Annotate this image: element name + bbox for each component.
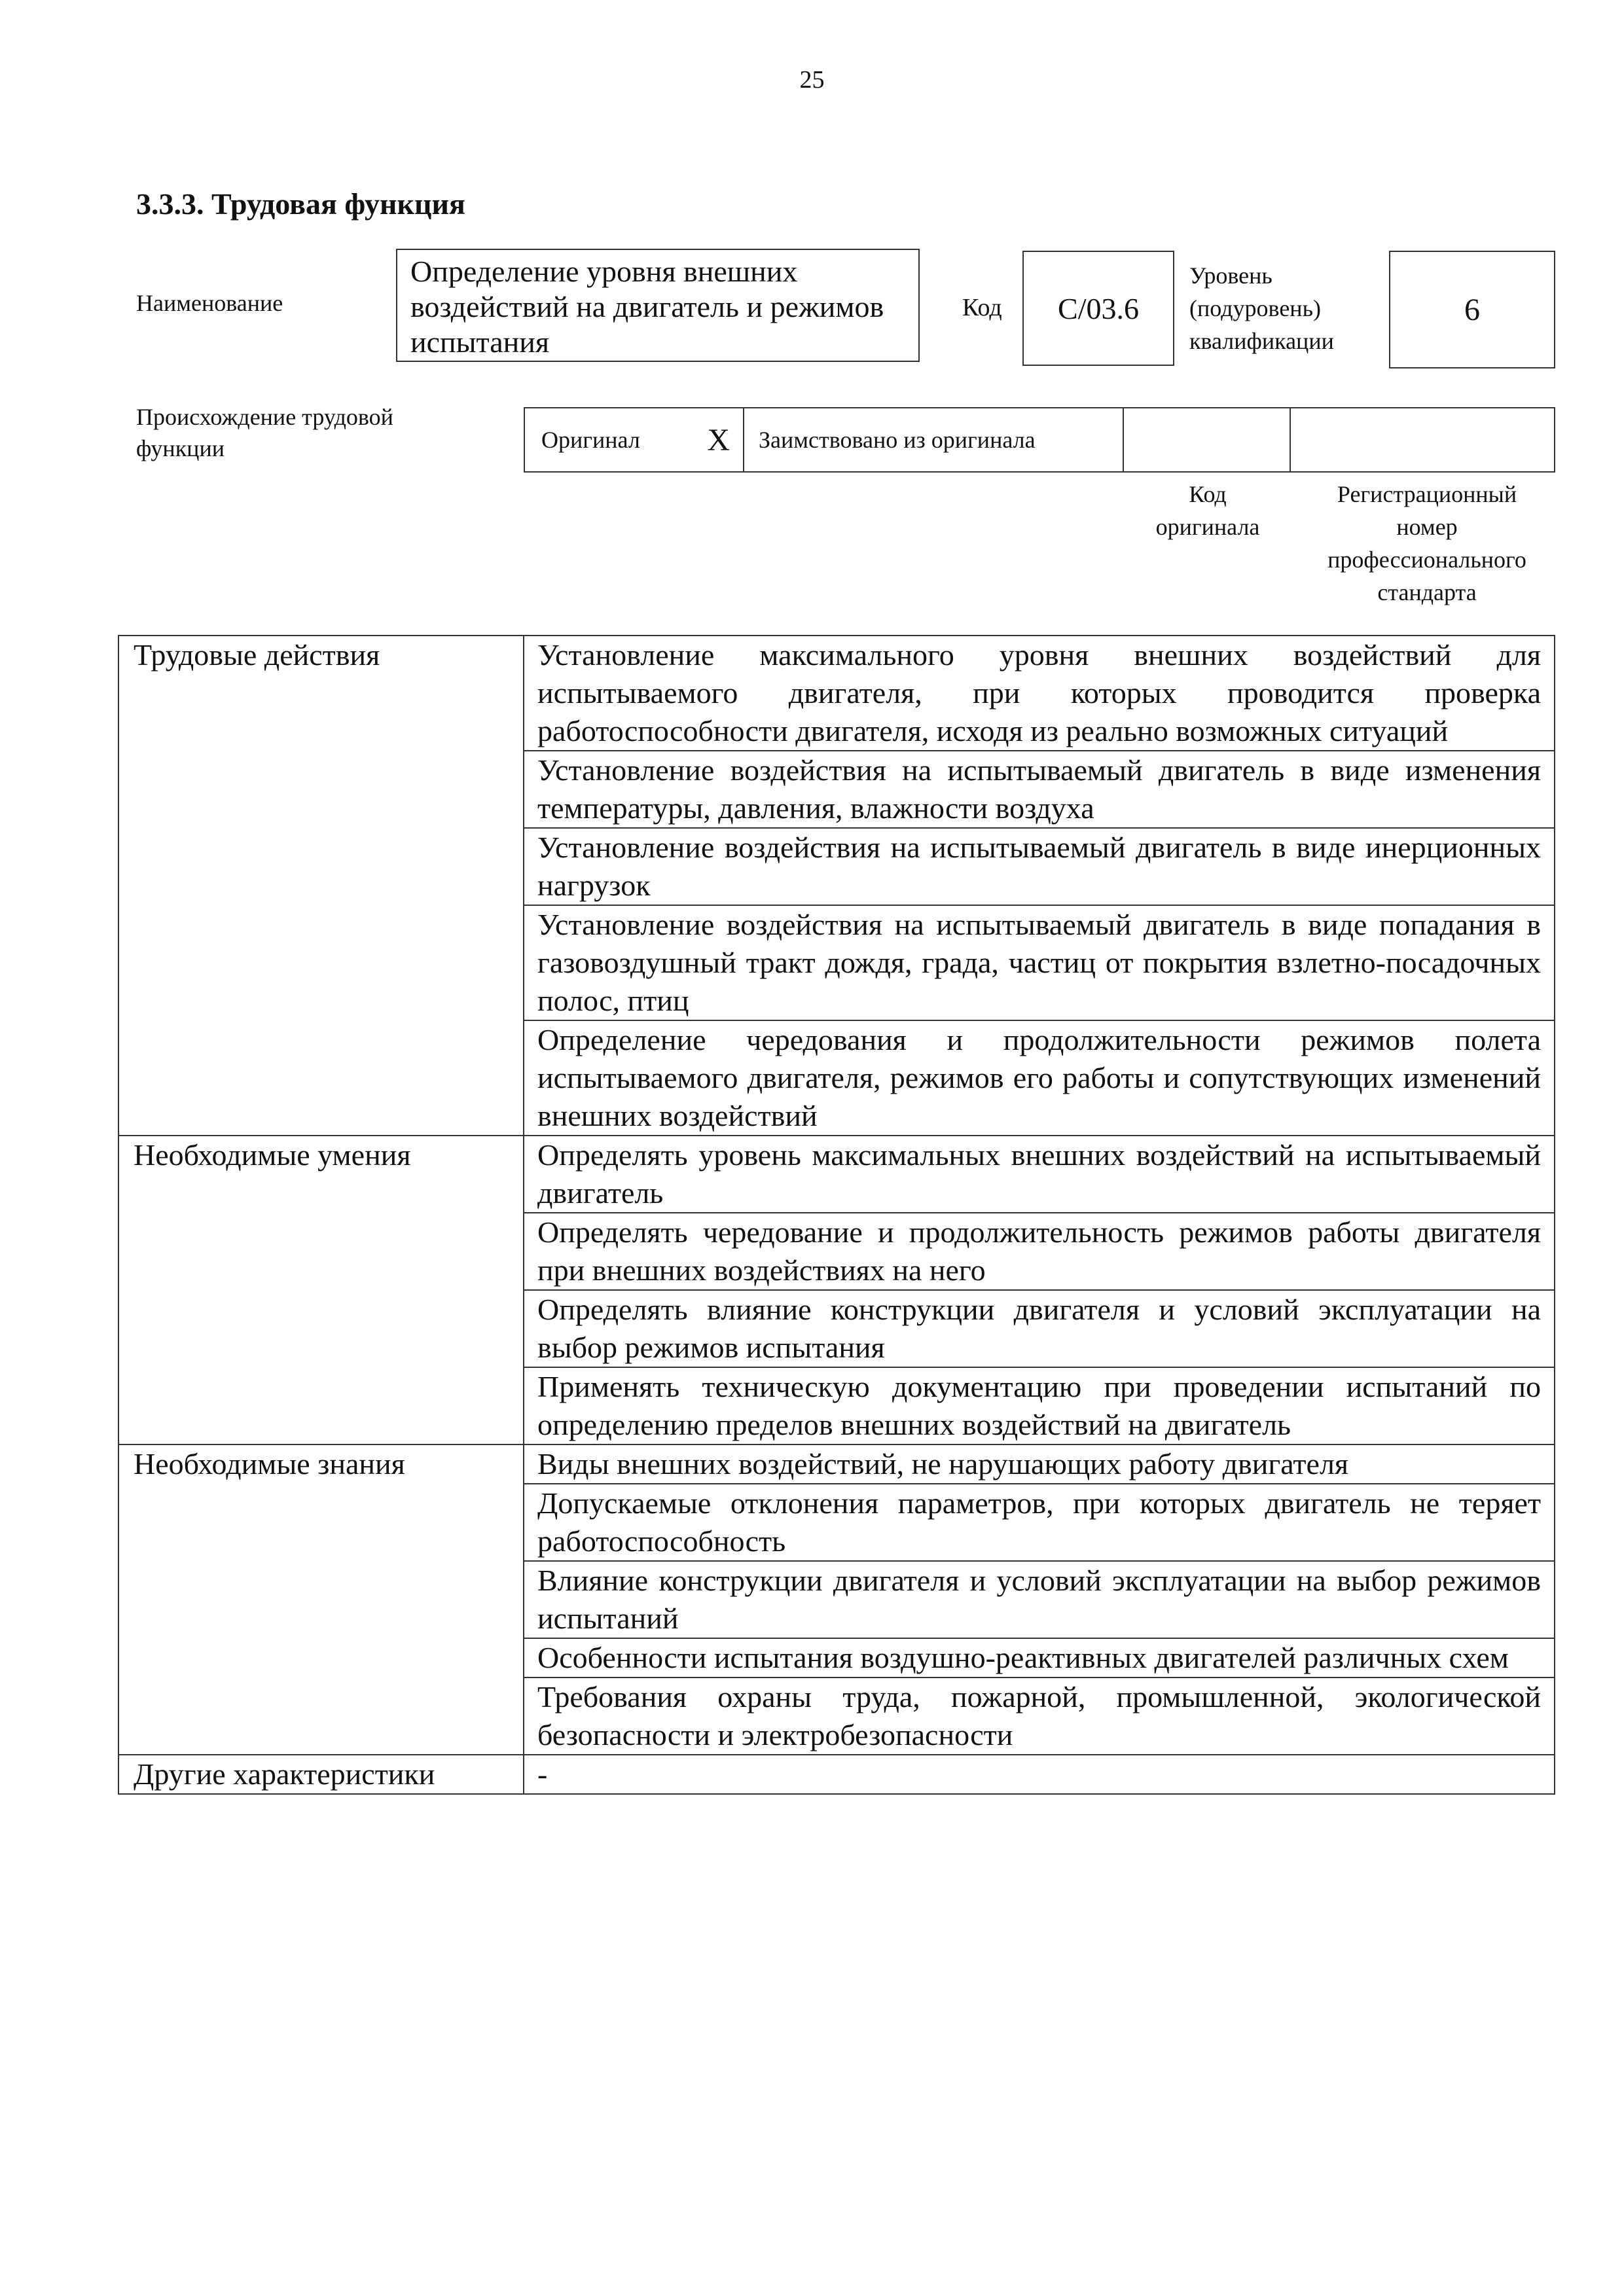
origin-reg-number-cell bbox=[1291, 408, 1554, 471]
registration-label-line-2: номер bbox=[1396, 514, 1458, 540]
code-value-box: C/03.6 bbox=[1022, 251, 1174, 366]
original-code-label-line-1: Код bbox=[1189, 481, 1227, 507]
original-code-label-line-2: оригинала bbox=[1155, 514, 1260, 540]
registration-label-line-3: профессионального bbox=[1327, 547, 1526, 573]
name-label: Наименование bbox=[136, 290, 283, 316]
table-row bbox=[118, 636, 1555, 751]
original-label: Оригинал bbox=[541, 427, 640, 453]
level-label bbox=[1189, 259, 1334, 357]
function-table bbox=[118, 635, 1555, 1795]
other-category: Другие характеристики bbox=[118, 1755, 524, 1794]
level-value-box: 6 bbox=[1389, 251, 1555, 368]
skills-item: Применять техническую документацию при проведении испытаний по определению пределов внешних воздействий на двигатель bbox=[524, 1367, 1555, 1444]
knowledge-category: Необходимые знания bbox=[118, 1444, 524, 1755]
name-value-box: Определение уровня внешних воздействий на двигатель и режимов испытания bbox=[396, 249, 920, 362]
actions-item: Установление максимального уровня внешних воздействий для испытываемого двигателя, при которых проводится проверка работоспособности двигателя, исходя из реально возможных ситуаций bbox=[524, 636, 1555, 751]
registration-label-line-4: стандарта bbox=[1377, 579, 1477, 605]
level-label-line-3: квалификации bbox=[1189, 328, 1334, 354]
skills-item: Определять уровень максимальных внешних воздействий на испытываемый двигатель bbox=[524, 1136, 1555, 1213]
table-row bbox=[118, 1444, 1555, 1484]
level-label-line-1: Уровень bbox=[1189, 262, 1272, 289]
actions-category: Трудовые действия bbox=[118, 636, 524, 1136]
level-label-line-2: (подуровень) bbox=[1189, 295, 1321, 321]
actions-item: Определение чередования и продолжительности режимов полета испытываемого двигателя, режимов его работы и сопутствующих изменений внешних воздействий bbox=[524, 1020, 1555, 1136]
origin-row bbox=[524, 407, 1555, 473]
knowledge-item: Допускаемые отклонения параметров, при которых двигатель не теряет работоспособность bbox=[524, 1484, 1555, 1561]
origin-label-line-2: функции bbox=[136, 435, 225, 461]
knowledge-item: Требования охраны труда, пожарной, промышленной, экологической безопасности и электробезопасности bbox=[524, 1677, 1555, 1755]
origin-label bbox=[136, 401, 393, 464]
actions-item: Установление воздействия на испытываемый двигатель в виде инерционных нагрузок bbox=[524, 828, 1555, 905]
actions-item: Установление воздействия на испытываемый двигатель в виде изменения температуры, давления, влажности воздуха bbox=[524, 751, 1555, 828]
registration-number-label bbox=[1293, 478, 1561, 609]
original-code-label bbox=[1123, 478, 1293, 543]
actions-item: Установление воздействия на испытываемый двигатель в виде попадания в газовоздушный тракт дождя, града, частиц от покрытия взлетно-посадочных полос, птиц bbox=[524, 905, 1555, 1020]
origin-code-cell bbox=[1124, 408, 1291, 471]
skills-category: Необходимые умения bbox=[118, 1136, 524, 1444]
registration-label-line-1: Регистрационный bbox=[1337, 481, 1517, 507]
origin-label-line-1: Происхождение трудовой bbox=[136, 404, 393, 430]
other-value: - bbox=[524, 1755, 1555, 1794]
original-mark: X bbox=[707, 422, 730, 457]
section-title: 3.3.3. Трудовая функция bbox=[136, 187, 465, 221]
knowledge-item: Влияние конструкции двигателя и условий эксплуатации на выбор режимов испытаний bbox=[524, 1561, 1555, 1638]
page-number: 25 bbox=[799, 66, 825, 94]
knowledge-item: Виды внешних воздействий, не нарушающих работу двигателя bbox=[524, 1444, 1555, 1484]
skills-item: Определять влияние конструкции двигателя и условий эксплуатации на выбор режимов испытания bbox=[524, 1290, 1555, 1367]
origin-borrowed-cell: Заимствовано из оригинала bbox=[744, 408, 1124, 471]
code-label: Код bbox=[962, 294, 1002, 321]
table-row bbox=[118, 1136, 1555, 1213]
table-row bbox=[118, 1755, 1555, 1794]
knowledge-item: Особенности испытания воздушно-реактивных двигателей различных схем bbox=[524, 1638, 1555, 1677]
origin-original-cell bbox=[525, 408, 744, 471]
skills-item: Определять чередование и продолжительность режимов работы двигателя при внешних воздействиях на него bbox=[524, 1213, 1555, 1290]
